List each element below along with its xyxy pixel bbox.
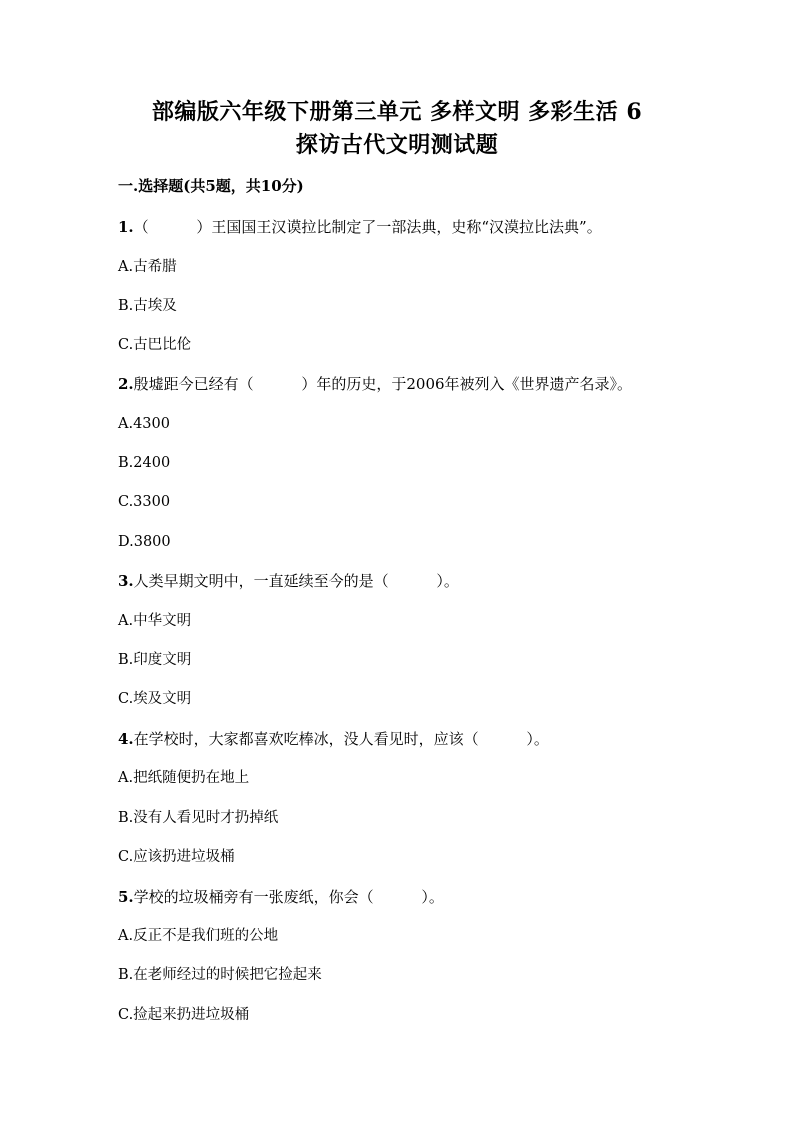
question-5-option-a: A.反正不是我们班的公地 xyxy=(118,928,279,944)
question-number: 3. xyxy=(118,572,134,590)
question-1-option-b: B.古埃及 xyxy=(118,298,177,314)
question-stem: 在学校时，大家都喜欢吃棒冰，没人看见时，应该（ ）。 xyxy=(133,730,549,748)
question-4-option-a: A.把纸随便扔在地上 xyxy=(118,770,250,786)
question-2 xyxy=(118,373,632,395)
question-stem: 人类早期文明中，一直延续至今的是（ ）。 xyxy=(133,572,459,590)
question-2-option-a: A.4300 xyxy=(118,416,170,432)
section-heading: 一.选择题(共5题，共10分) xyxy=(118,177,304,195)
question-3-option-c: C.埃及文明 xyxy=(118,691,192,707)
question-2-option-c: C.3300 xyxy=(118,494,171,510)
question-4 xyxy=(118,728,549,750)
question-1-option-a: A.古希腊 xyxy=(118,259,177,275)
question-stem: 殷墟距今已经有（ ）年的历史，于2006年被列入《世界遗产名录》。 xyxy=(133,375,633,393)
question-1 xyxy=(118,216,602,238)
question-3-option-a: A.中华文明 xyxy=(118,613,192,629)
question-3 xyxy=(118,570,459,592)
question-2-option-b: B.2400 xyxy=(118,455,171,471)
question-stem: （ ）王国国王汉谟拉比制定了一部法典，史称“汉漠拉比法典”。 xyxy=(133,218,602,236)
question-4-option-c: C.应该扔进垃圾桶 xyxy=(118,849,235,865)
page-title-line-1: 部编版六年级下册第三单元 多样文明 多彩生活 6 xyxy=(151,99,643,125)
page-title-line-2: 探访古代文明测试题 xyxy=(295,132,499,158)
question-5-option-c: C.捡起来扔进垃圾桶 xyxy=(118,1007,250,1023)
question-stem: 学校的垃圾桶旁有一张废纸，你会（ ）。 xyxy=(133,888,444,906)
question-5-option-b: B.在老师经过的时候把它捡起来 xyxy=(118,967,322,983)
question-2-option-d: D.3800 xyxy=(118,534,171,550)
question-3-option-b: B.印度文明 xyxy=(118,652,192,668)
question-1-option-c: C.古巴比伦 xyxy=(118,337,192,353)
question-4-option-b: B.没有人看见时才扔掉纸 xyxy=(118,810,279,826)
question-number: 4. xyxy=(118,730,134,748)
question-number: 5. xyxy=(118,888,134,906)
question-number: 2. xyxy=(118,375,134,393)
question-number: 1. xyxy=(118,218,134,236)
question-5 xyxy=(118,886,444,908)
